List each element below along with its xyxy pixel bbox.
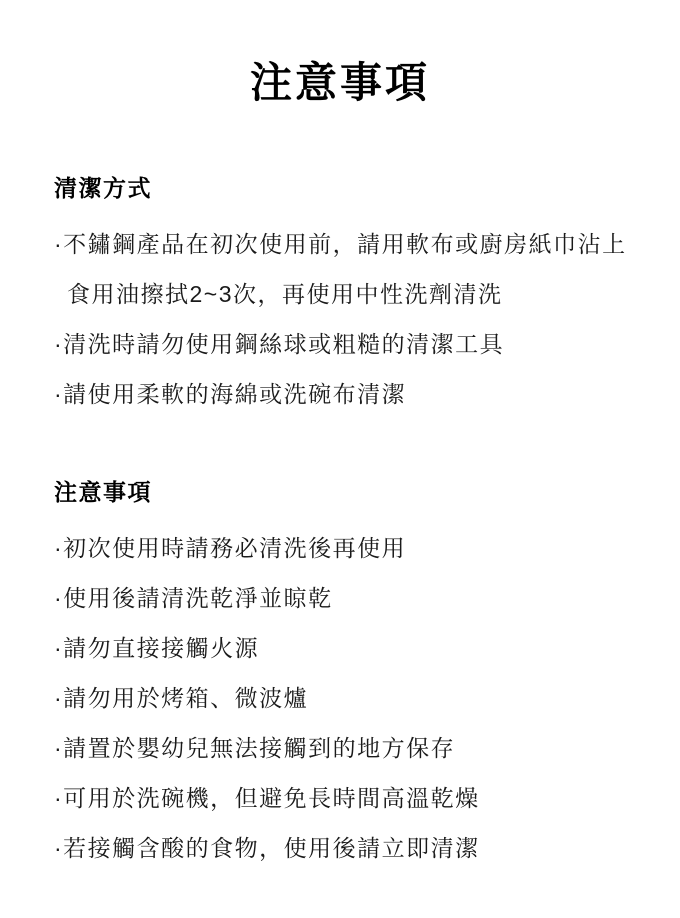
- list-item-line: [54, 523, 640, 573]
- bullet-list: [54, 523, 640, 873]
- list-item: [54, 573, 640, 623]
- list-item-line: [54, 623, 640, 673]
- list-item: [54, 523, 640, 573]
- list-item-line: [54, 823, 640, 873]
- list-item: [54, 723, 640, 773]
- page-content: [0, 171, 680, 873]
- section-heading: 注意事項: [54, 478, 152, 505]
- list-item-text: 清洗時請勿使用鋼絲球或粗糙的清潔工具: [63, 330, 505, 357]
- bullet-icon: ·: [54, 784, 64, 811]
- list-item-line: [54, 573, 640, 623]
- list-item-text: 請勿用於烤箱、微波爐: [63, 684, 309, 711]
- list-item-line: [54, 723, 640, 773]
- list-item-line: [54, 219, 640, 269]
- list-item-line: [54, 369, 640, 419]
- list-item-text: 請使用柔軟的海綿或洗碗布清潔: [63, 380, 407, 407]
- bullet-icon: ·: [54, 330, 64, 357]
- bullet-icon: ·: [54, 230, 64, 257]
- list-item: [54, 623, 640, 673]
- list-item-line: [54, 773, 640, 823]
- list-item-text: 可用於洗碗機，但避免長時間高溫乾燥: [63, 784, 480, 811]
- list-item-line: [54, 673, 640, 723]
- bullet-icon: ·: [54, 584, 64, 611]
- list-item: [54, 823, 640, 873]
- list-item-line: [54, 319, 640, 369]
- list-item: [54, 773, 640, 823]
- bullet-icon: ·: [54, 734, 64, 761]
- list-item: [54, 219, 640, 319]
- list-item-text: 使用後請清洗乾淨並晾乾: [63, 584, 333, 611]
- list-item-text: 若接觸含酸的食物，使用後請立即清潔: [63, 834, 480, 861]
- bullet-icon: ·: [54, 684, 64, 711]
- list-item-text: 不鏽鋼產品在初次使用前，請用軟布或廚房紙巾沾上: [63, 230, 627, 257]
- list-item: [54, 673, 640, 723]
- list-item-text: 請置於嬰幼兒無法接觸到的地方保存: [63, 734, 456, 761]
- section-heading: 清潔方式: [54, 174, 152, 201]
- page-title: 注意事項: [249, 59, 430, 106]
- list-item-text: 請勿直接接觸火源: [63, 634, 260, 661]
- bullet-icon: ·: [54, 534, 64, 561]
- bullet-icon: ·: [54, 380, 64, 407]
- bullet-icon: ·: [54, 834, 64, 861]
- list-item: [54, 319, 640, 369]
- list-item-text: 初次使用時請務必清洗後再使用: [63, 534, 407, 561]
- section-precautions: [54, 475, 640, 873]
- list-item-continuation: 食用油擦拭2~3次，再使用中性洗劑清洗: [67, 280, 503, 307]
- list-item: [54, 369, 640, 419]
- bullet-icon: ·: [54, 634, 64, 661]
- section-cleaning-method: [54, 171, 640, 419]
- bullet-list: [54, 219, 640, 419]
